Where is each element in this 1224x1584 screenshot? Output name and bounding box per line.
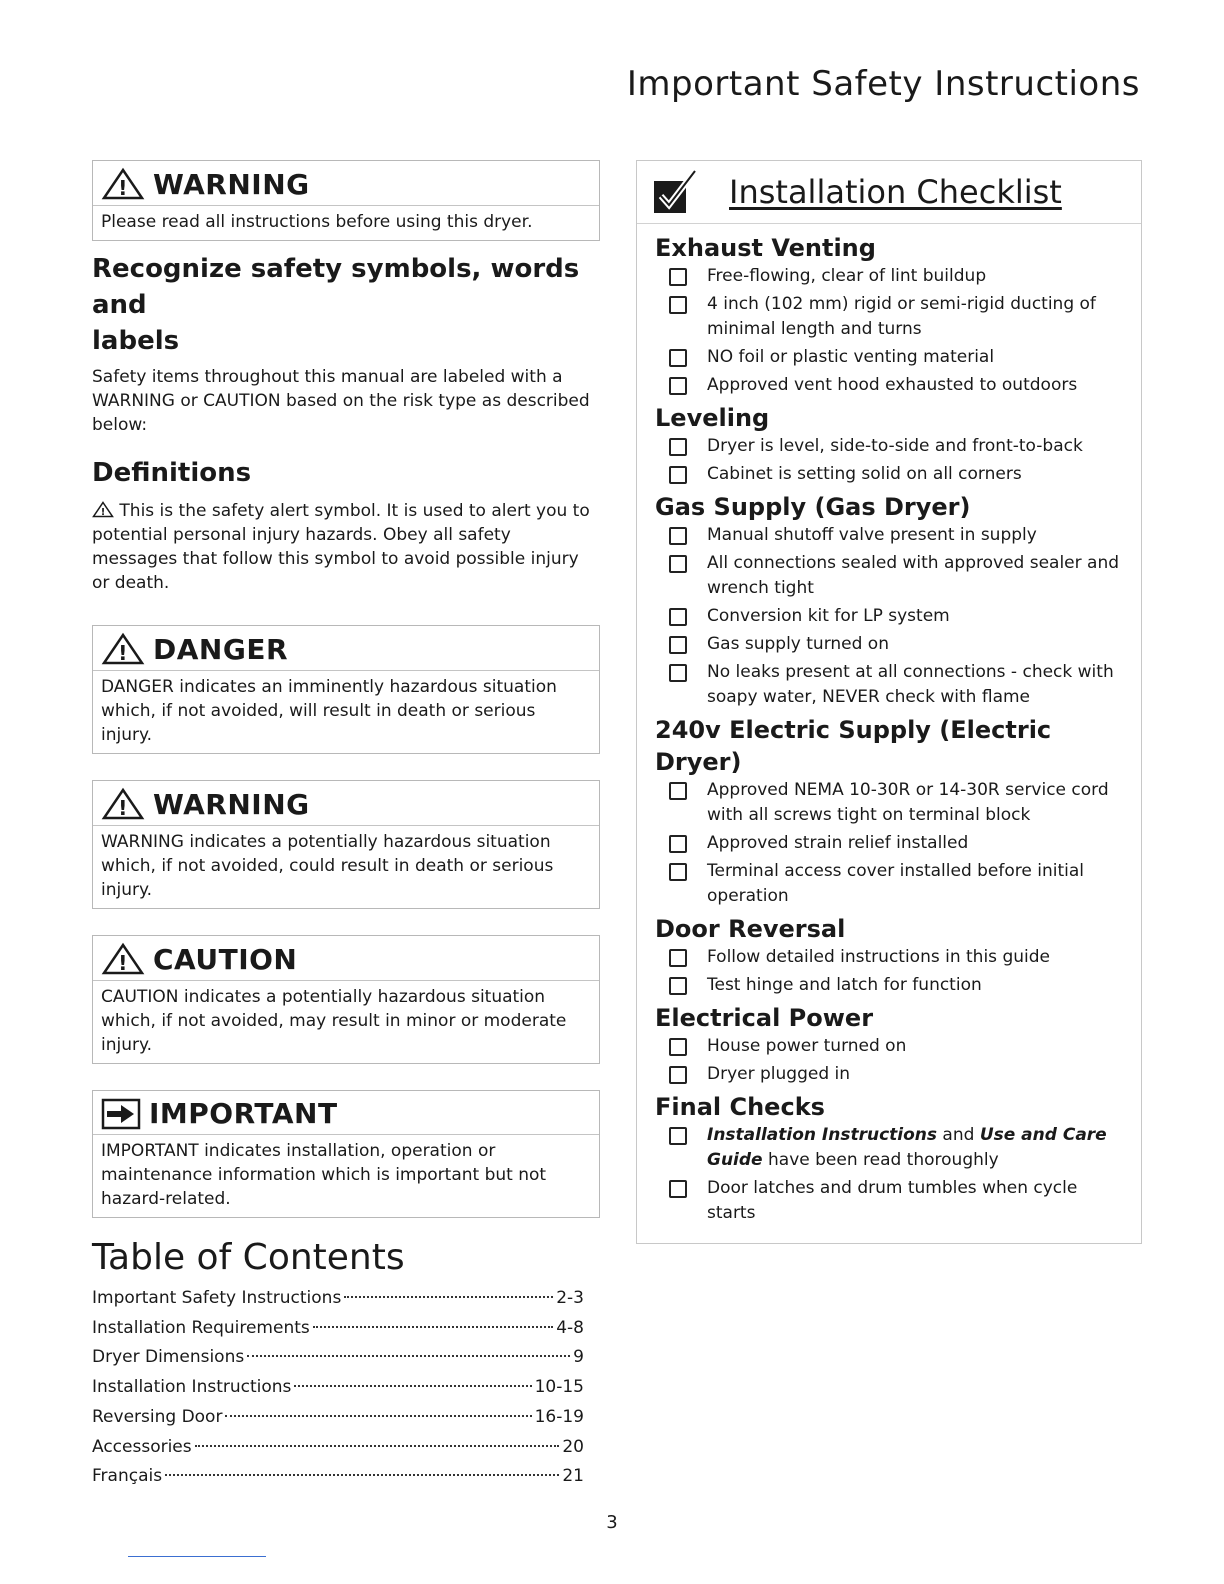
section-electrical-power xyxy=(637,1002,1141,1087)
checkbox-icon[interactable] xyxy=(669,377,687,395)
checklist-item[interactable] xyxy=(655,434,1129,459)
toc-entry[interactable] xyxy=(92,1433,584,1463)
item-text: Test hinge and latch for function xyxy=(707,975,982,995)
svg-text:!: ! xyxy=(100,507,106,518)
toc-pages: 4-8 xyxy=(556,1317,584,1338)
checkbox-icon[interactable] xyxy=(669,977,687,995)
checklist-item[interactable] xyxy=(655,1034,1129,1059)
checkbox-icon[interactable] xyxy=(669,555,687,573)
section-final-checks xyxy=(637,1091,1141,1226)
item-text: Follow detailed instructions in this guide xyxy=(707,947,1050,967)
installation-checklist xyxy=(636,160,1142,1244)
checklist-item[interactable] xyxy=(655,1062,1129,1087)
important-text: IMPORTANT indicates installation, operation or maintenance information which is important but not hazard-related. xyxy=(101,1141,547,1209)
checklist-item[interactable] xyxy=(655,859,1129,909)
item-text xyxy=(707,1123,1129,1173)
caution-head xyxy=(93,936,599,981)
warning-text: WARNING indicates a potentially hazardous situation which, if not avoided, could result in death or serious injury. xyxy=(101,832,554,900)
item-text: Approved strain relief installed xyxy=(707,833,969,853)
section-title: 240v Electric Supply (Electric Dryer) xyxy=(655,716,1052,776)
section-title: Electrical Power xyxy=(655,1004,874,1032)
warning-title: WARNING xyxy=(153,787,310,821)
item-text: Conversion kit for LP system xyxy=(707,606,950,626)
section-title: Final Checks xyxy=(655,1093,825,1121)
recognize-heading-line2: labels xyxy=(92,326,180,356)
checkbox-icon[interactable] xyxy=(669,835,687,853)
definitions-heading: Definitions xyxy=(92,458,252,488)
toc-pages: 20 xyxy=(562,1436,584,1457)
checkbox-icon[interactable] xyxy=(669,949,687,967)
toc-leader xyxy=(313,1326,553,1328)
toc-label: Dryer Dimensions xyxy=(92,1347,245,1368)
item-text: 4 inch (102 mm) rigid or semi-rigid ducting of minimal length and turns xyxy=(707,294,1096,339)
item-text: Door latches and drum tumbles when cycle starts xyxy=(707,1178,1078,1223)
danger-text: DANGER indicates an imminently hazardous situation which, if not avoided, will result in death or serious injury. xyxy=(101,677,557,745)
table-of-contents xyxy=(92,1236,600,1492)
important-title: IMPORTANT xyxy=(149,1097,338,1130)
checklist-item[interactable] xyxy=(655,831,1129,856)
warning-triangle-icon xyxy=(101,787,145,821)
toc-label: Installation Requirements xyxy=(92,1317,310,1338)
checklist-title: Installation Checklist xyxy=(729,173,1062,211)
item-text: Approved NEMA 10-30R or 14-30R service cord with all screws tight on terminal block xyxy=(707,780,1109,825)
checklist-item[interactable] xyxy=(655,551,1129,601)
definitions-section xyxy=(92,455,600,595)
definitions-text: This is the safety alert symbol. It is used to alert you to potential personal injury hazards. Obey all safety messages that follow this symbol to avoid possible injury or death. xyxy=(92,501,590,593)
section-title: Door Reversal xyxy=(655,915,846,943)
item-text: Dryer is level, side-to-side and front-to-back xyxy=(707,436,1083,456)
toc-leader xyxy=(195,1445,560,1447)
left-column xyxy=(92,160,600,1492)
toc-label: Important Safety Instructions xyxy=(92,1288,342,1308)
warning-text: Please read all instructions before using this dryer. xyxy=(101,212,533,232)
section-title: Leveling xyxy=(655,404,770,432)
checklist-item[interactable] xyxy=(655,264,1129,289)
warning-head xyxy=(93,161,599,206)
toc-entry[interactable] xyxy=(92,1403,584,1433)
svg-text:!: ! xyxy=(118,796,128,820)
toc-pages: 16-19 xyxy=(534,1406,584,1427)
checkbox-icon[interactable] xyxy=(669,1127,687,1145)
item-text: Gas supply turned on xyxy=(707,634,889,654)
toc-entry[interactable] xyxy=(92,1314,584,1344)
checkbox-icon[interactable] xyxy=(669,349,687,367)
safety-alert-icon xyxy=(92,501,114,518)
recognize-text: Safety items throughout this manual are labeled with a WARNING or CAUTION based on the risk type as described below: xyxy=(92,367,590,435)
checklist-header xyxy=(637,161,1141,224)
svg-text:!: ! xyxy=(118,176,128,200)
toc-entry[interactable] xyxy=(92,1284,584,1314)
toc-label: Reversing Door xyxy=(92,1406,223,1427)
checkbox-icon[interactable] xyxy=(669,466,687,484)
item-text: Cabinet is setting solid on all corners xyxy=(707,464,1022,484)
footer-rule xyxy=(128,1556,266,1557)
important-box xyxy=(92,1090,600,1218)
warning-head xyxy=(93,781,599,826)
important-head xyxy=(93,1091,599,1135)
item-text: Approved vent hood exhausted to outdoors xyxy=(707,375,1078,395)
checklist-item[interactable] xyxy=(655,604,1129,629)
checklist-item[interactable] xyxy=(655,973,1129,998)
warning-triangle-icon xyxy=(101,167,145,201)
warning-title: WARNING xyxy=(153,167,310,201)
checkbox-icon[interactable] xyxy=(669,268,687,286)
checkbox-icon[interactable] xyxy=(669,438,687,456)
item-text-part: have been read thoroughly xyxy=(762,1150,999,1170)
item-text: NO foil or plastic venting material xyxy=(707,347,995,367)
checkbox-icon[interactable] xyxy=(669,527,687,545)
warning-box-top xyxy=(92,160,600,241)
arrow-right-icon xyxy=(101,1098,141,1130)
toc-list xyxy=(92,1284,584,1492)
warning-box xyxy=(92,780,600,909)
toc-title: Table of Contents xyxy=(92,1237,405,1278)
checklist-item[interactable] xyxy=(655,1123,1129,1173)
checkbox-icon[interactable] xyxy=(669,782,687,800)
checklist-item[interactable] xyxy=(655,523,1129,548)
section-leveling xyxy=(637,402,1141,487)
svg-text:!: ! xyxy=(118,951,128,975)
toc-entry[interactable] xyxy=(92,1462,584,1492)
checkbox-icon[interactable] xyxy=(669,1066,687,1084)
toc-pages: 9 xyxy=(573,1347,584,1368)
svg-text:!: ! xyxy=(118,641,128,665)
checklist-item[interactable] xyxy=(655,373,1129,398)
caution-box xyxy=(92,935,600,1064)
caution-text: CAUTION indicates a potentially hazardous situation which, if not avoided, may result in minor or moderate injury. xyxy=(101,987,567,1055)
page-number: 3 xyxy=(606,1512,618,1533)
caution-title: CAUTION xyxy=(153,942,298,976)
danger-box xyxy=(92,625,600,754)
toc-entry[interactable] xyxy=(92,1343,584,1373)
item-text: All connections sealed with approved sealer and wrench tight xyxy=(707,553,1120,598)
danger-title: DANGER xyxy=(153,632,289,666)
checkbox-icon[interactable] xyxy=(669,1180,687,1198)
checklist-item[interactable] xyxy=(655,292,1129,342)
item-text-emphasis: Installation Instructions xyxy=(707,1125,938,1145)
section-title: Exhaust Venting xyxy=(655,234,876,262)
checklist-item[interactable] xyxy=(655,345,1129,370)
item-text: No leaks present at all connections - check with soapy water, NEVER check with flame xyxy=(707,662,1114,707)
toc-pages: 2-3 xyxy=(556,1288,584,1308)
item-text: Dryer plugged in xyxy=(707,1064,851,1084)
warning-triangle-icon xyxy=(101,632,145,666)
checklist-item[interactable] xyxy=(655,778,1129,828)
toc-leader xyxy=(247,1355,570,1357)
checkbox-icon[interactable] xyxy=(669,863,687,881)
checklist-item[interactable] xyxy=(655,632,1129,657)
item-text: Free-flowing, clear of lint buildup xyxy=(707,266,987,286)
section-title: Gas Supply (Gas Dryer) xyxy=(655,493,971,521)
checkbox-icon[interactable] xyxy=(669,608,687,626)
section-gas-supply xyxy=(637,491,1141,710)
section-door-reversal xyxy=(637,913,1141,998)
warning-triangle-icon xyxy=(101,942,145,976)
right-column xyxy=(636,160,1142,1244)
toc-label: Accessories xyxy=(92,1436,192,1457)
toc-pages: 21 xyxy=(562,1466,584,1487)
checkbox-icon[interactable] xyxy=(669,636,687,654)
toc-leader xyxy=(344,1296,553,1298)
recognize-heading-line1: Recognize safety symbols, words and xyxy=(92,254,580,320)
checklist-item[interactable] xyxy=(655,462,1129,487)
toc-pages: 10-15 xyxy=(534,1377,584,1398)
danger-head xyxy=(93,626,599,671)
checklist-item[interactable] xyxy=(655,945,1129,970)
item-text: House power turned on xyxy=(707,1036,907,1056)
recognize-section xyxy=(92,251,600,437)
checklist-item[interactable] xyxy=(655,660,1129,710)
item-text: Terminal access cover installed before initial operation xyxy=(707,861,1084,906)
toc-leader xyxy=(225,1415,531,1417)
checklist-item[interactable] xyxy=(655,1176,1129,1226)
toc-entry[interactable] xyxy=(92,1373,584,1403)
section-exhaust-venting xyxy=(637,232,1141,398)
toc-label: Français xyxy=(92,1466,163,1487)
checkbox-icon[interactable] xyxy=(669,1038,687,1056)
item-text: Manual shutoff valve present in supply xyxy=(707,525,1037,545)
checkbox-checked-icon xyxy=(651,169,699,215)
toc-label: Installation Instructions xyxy=(92,1377,292,1398)
section-electric-supply xyxy=(637,714,1141,909)
item-text-emphasis: Use and Care Guide xyxy=(707,1125,1107,1170)
checkbox-icon[interactable] xyxy=(669,664,687,682)
toc-leader xyxy=(294,1385,531,1387)
checkbox-icon[interactable] xyxy=(669,296,687,314)
toc-leader xyxy=(165,1474,559,1476)
item-text-part: and xyxy=(937,1125,980,1145)
definitions-paragraph xyxy=(92,499,600,595)
page-header: Important Safety Instructions xyxy=(626,64,1140,104)
